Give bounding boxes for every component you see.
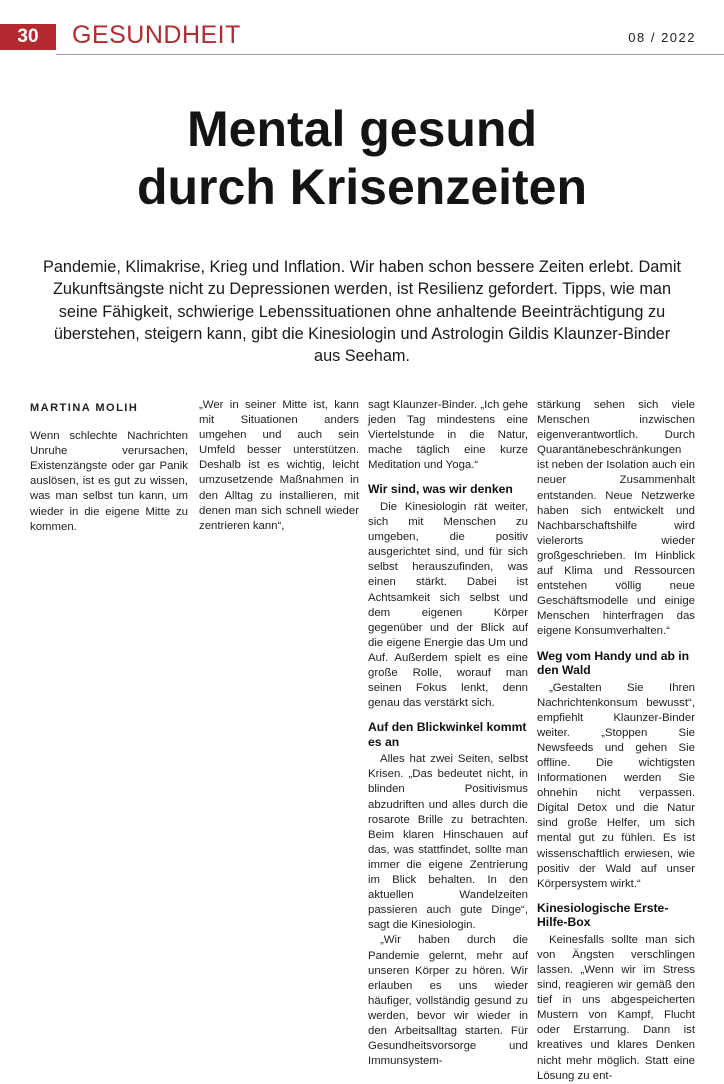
header-divider [56, 54, 724, 55]
paragraph: Alles hat zwei Seiten, selbst Krisen. „Das bedeutet nicht, in blinden Positivismus abzudriften und alles durch die rosarote Brille zu betrachten. Beim klaren Hinschauen auf das, was stattfindet, sollte man immer die eigene Zentrierung im Blick behalten. In den aktuellen Wandelzeiten passieren auch gute Dinge“, sagt die Kinesiologin. [368, 753, 528, 932]
page-header [0, 21, 724, 56]
subheading: Auf den Blickwinkel kommt es an [368, 720, 527, 749]
column-2 [199, 398, 359, 534]
column-1 [30, 398, 188, 535]
section-title: GESUNDHEIT [72, 21, 241, 49]
title-line-2: durch Krisenzeiten [136, 159, 588, 215]
subheading: Wir sind, was wir denken [368, 482, 513, 497]
paragraph: Wenn schlechte Nachrichten Unruhe verursachen, Existenzängste oder gar Panik auslösen, ist es gut zu wissen, was man selbst tun kann, um wieder in die eigene Mitte zu kommen. [30, 430, 188, 533]
column-4 [537, 398, 695, 1084]
paragraph: „Wir haben durch die Pandemie gelernt, mehr auf unseren Körper zu hören. Wir erlauben es uns wieder häufiger, vollständig gesund zu werden, bevor wir wieder in den Arbeitsalltag starten. Für Gesundheitsvorsorge und Immunsystem- [368, 934, 528, 1068]
subheading: Kinesiologische Erste-Hilfe-Box [537, 900, 669, 930]
paragraph: Keinesfalls sollte man sich von Ängsten verschlingen lassen. „Wenn wir im Stress sind, reagieren wir gemäß den tief in uns abgespeicherten Mustern von Kampf, Flucht oder Erstarrung. Dann ist kreatives und klares Denken nicht mehr möglich. Statt eine Lösung zu ent- [537, 933, 695, 1082]
subheading: Weg vom Handy und ab in den Wald [537, 648, 690, 677]
page-number: 30 [0, 24, 56, 50]
article-title [0, 100, 724, 216]
issue-date: 08 / 2022 [628, 30, 696, 45]
paragraph: „Gestalten Sie Ihren Nachrichtenkonsum bewusst“, empfiehlt Klaunzer-Binder weiter. „Stoppen Sie Newsfeeds und gehen Sie offline. Die wichtigsten Informationen werden Sie ohnehin nicht verpassen. Digital Detox und die Natur sind große Helfer, um sich mental gut zu fühlen. Es ist wissenschaftlich erwiesen, wie positiv der Wald auf unser Körpersystem wirkt.“ [537, 681, 695, 890]
paragraph: sagt Klaunzer-Binder. „Ich gehe jeden Tag mindestens eine Viertelstunde in die Natur, mache täglich eine kurze Meditation und Yoga.“ [368, 399, 528, 472]
paragraph: „Wer in seiner Mitte ist, kann mit Situationen anders umgehen und auch sein Umfeld besser unterstützen. Deshalb ist es wichtig, leicht umzusetzende Maßnahmen in den Alltag zu installieren, mit denen man sich schnell wieder zentrieren kann“, [199, 399, 359, 532]
column-3 [368, 398, 528, 1069]
title-line-1: Mental gesund [186, 101, 538, 157]
paragraph: stärkung sehen sich viele Menschen inzwischen eigenverantwortlich. Durch Quarantänebeschränkungen ist neben der Isolation auch ein neuer Zusammenhalt entstanden. Neue Netzwerke haben sich entwickelt und Nachbarschaftshilfe wird vielerorts wieder großgeschrieben. Im Hinblick auf Klima und Ressourcen entstehen völlig neue Geschäftsmodelle und einige Menschen hinterfragen das eigene Konsumverhalten.“ [537, 399, 695, 638]
author-byline: MARTINA MOLIH [30, 402, 139, 414]
paragraph: Die Kinesiologin rät weiter, sich mit Menschen zu umgeben, die positiv ausgerichtet sind, und für sich selbst herauszufinden, was einen stärkt. Dabei ist Achtsamkeit sich selbst und dem eigenen Körper gegenüber und der Blick auf die eigene Energie das Um und Auf. Außerdem spielt es eine große Rolle, worauf man seinen Fokus lenkt, denn genau das verstärkt sich. [368, 500, 528, 710]
article-lead: Pandemie, Klimakrise, Krieg und Inflation. Wir haben schon bessere Zeiten erlebt. Damit Zukunftsängste nicht zu Depressionen werden, ist Resilienz gefordert. Tipps, wie man seine Fähigkeit, schwierige Lebenssituationen ohne anhaltende Beeinträchtigung zu überstehen, steigern kann, gibt die Kinesiologin und Astrologin Gildis Klaunzer-Binder aus Seeham. [43, 258, 681, 366]
